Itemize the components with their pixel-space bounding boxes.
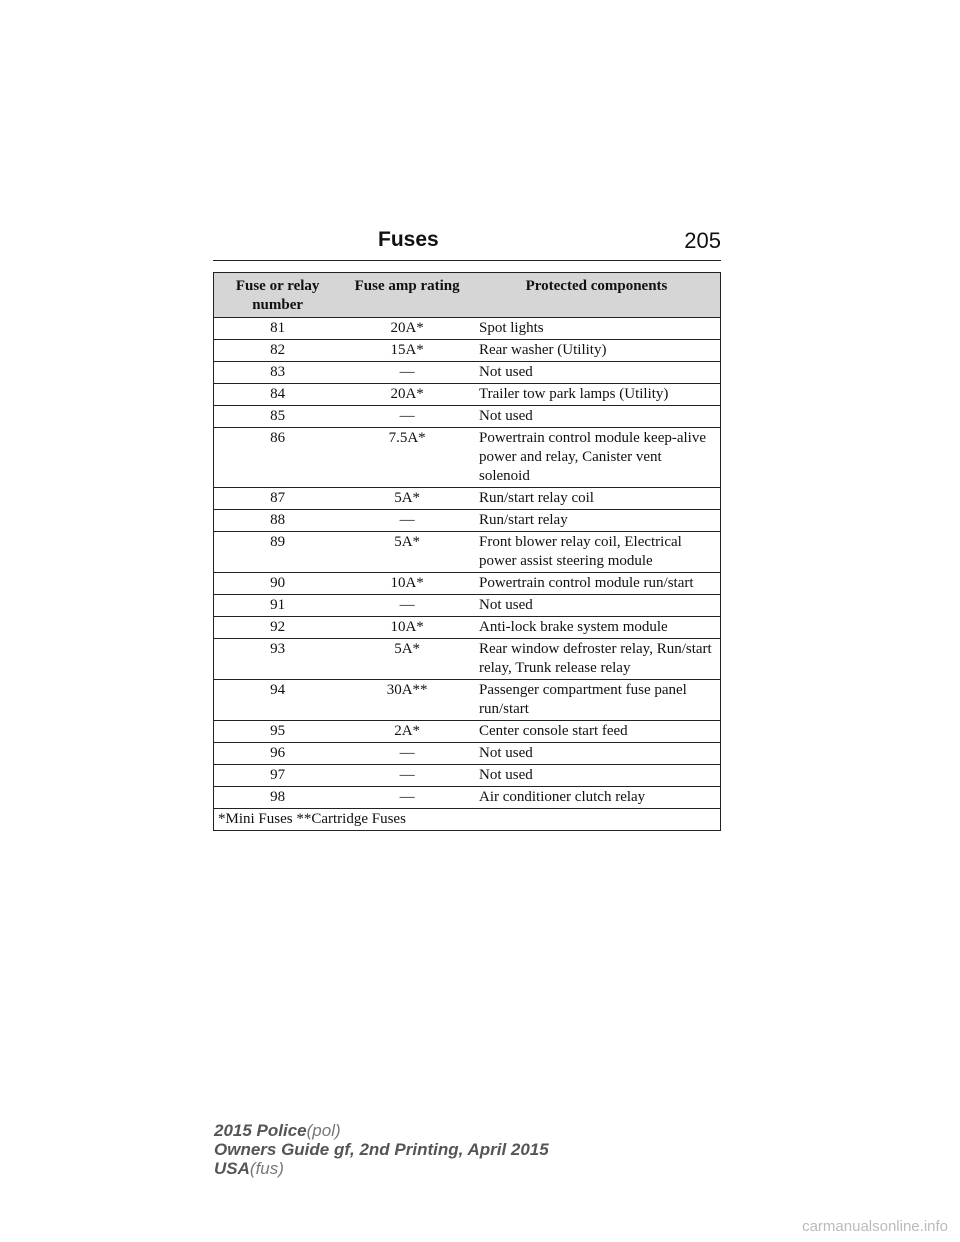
amp-rating-cell: — — [341, 510, 473, 532]
components-cell: Powertrain control module keep-alive power and relay, Canister vent solenoid — [473, 428, 721, 488]
amp-rating-cell: 20A* — [341, 384, 473, 406]
site-watermark: carmanualsonline.info — [802, 1218, 948, 1235]
table-row — [214, 510, 721, 532]
table-row — [214, 362, 721, 384]
table-row — [214, 532, 721, 573]
fuse-number-cell: 89 — [214, 532, 342, 573]
table-row — [214, 743, 721, 765]
table-row — [214, 488, 721, 510]
table-row — [214, 428, 721, 488]
components-cell: Center console start feed — [473, 721, 721, 743]
amp-rating-cell: 5A* — [341, 639, 473, 680]
fuse-number-cell: 90 — [214, 573, 342, 595]
document-footer — [214, 1121, 549, 1178]
fuse-number-cell: 96 — [214, 743, 342, 765]
footer-model: 2015 Police — [214, 1121, 307, 1140]
table-row — [214, 318, 721, 340]
components-cell: Run/start relay — [473, 510, 721, 532]
amp-rating-cell: 10A* — [341, 573, 473, 595]
footnote-row — [214, 809, 721, 831]
fuse-number-cell: 81 — [214, 318, 342, 340]
components-cell: Trailer tow park lamps (Utility) — [473, 384, 721, 406]
table-row — [214, 639, 721, 680]
table-row — [214, 406, 721, 428]
table-row — [214, 595, 721, 617]
components-cell: Not used — [473, 595, 721, 617]
fuse-number-cell: 82 — [214, 340, 342, 362]
amp-rating-cell: — — [341, 362, 473, 384]
table-row — [214, 787, 721, 809]
footer-market: USA — [214, 1159, 250, 1178]
table-row — [214, 721, 721, 743]
amp-rating-cell: — — [341, 765, 473, 787]
amp-rating-cell: 7.5A* — [341, 428, 473, 488]
fuse-number-cell: 97 — [214, 765, 342, 787]
amp-rating-cell: — — [341, 406, 473, 428]
page-number: 205 — [684, 228, 721, 253]
components-cell: Not used — [473, 406, 721, 428]
components-cell: Front blower relay coil, Electrical power assist steering module — [473, 532, 721, 573]
fuse-number-cell: 93 — [214, 639, 342, 680]
col-header-amp: Fuse amp rating — [341, 273, 473, 318]
fuse-number-cell: 94 — [214, 680, 342, 721]
table-row — [214, 680, 721, 721]
fuse-number-cell: 85 — [214, 406, 342, 428]
section-title: Fuses — [378, 228, 439, 251]
fuse-number-cell: 91 — [214, 595, 342, 617]
amp-rating-cell: 5A* — [341, 532, 473, 573]
components-cell: Rear window defroster relay, Run/start relay, Trunk release relay — [473, 639, 721, 680]
table-row — [214, 340, 721, 362]
fuse-number-cell: 83 — [214, 362, 342, 384]
page-header — [213, 228, 721, 261]
components-cell: Powertrain control module run/start — [473, 573, 721, 595]
components-cell: Passenger compartment fuse panel run/start — [473, 680, 721, 721]
components-cell: Not used — [473, 743, 721, 765]
components-cell: Air conditioner clutch relay — [473, 787, 721, 809]
components-cell: Spot lights — [473, 318, 721, 340]
amp-rating-cell: — — [341, 595, 473, 617]
footer-guide-info: Owners Guide gf, 2nd Printing, April 2015 — [214, 1140, 549, 1159]
fuse-number-cell: 88 — [214, 510, 342, 532]
amp-rating-cell: — — [341, 743, 473, 765]
amp-rating-cell: 20A* — [341, 318, 473, 340]
table-row — [214, 765, 721, 787]
col-header-components: Protected components — [473, 273, 721, 318]
table-row — [214, 573, 721, 595]
fuse-number-cell: 95 — [214, 721, 342, 743]
table-body — [214, 318, 721, 809]
footer-market-code: (fus) — [249, 1159, 284, 1178]
amp-rating-cell: 2A* — [341, 721, 473, 743]
components-cell: Rear washer (Utility) — [473, 340, 721, 362]
table-row — [214, 617, 721, 639]
table-header-row — [214, 273, 721, 318]
components-cell: Run/start relay coil — [473, 488, 721, 510]
amp-rating-cell: — — [341, 787, 473, 809]
fuse-number-cell: 92 — [214, 617, 342, 639]
components-cell: Not used — [473, 765, 721, 787]
components-cell: Not used — [473, 362, 721, 384]
footer-model-code: (pol) — [306, 1121, 341, 1140]
fuse-number-cell: 84 — [214, 384, 342, 406]
table-footnote: *Mini Fuses **Cartridge Fuses — [214, 809, 721, 831]
fuse-number-cell: 86 — [214, 428, 342, 488]
amp-rating-cell: 30A** — [341, 680, 473, 721]
amp-rating-cell: 5A* — [341, 488, 473, 510]
fuse-number-cell: 87 — [214, 488, 342, 510]
fuse-number-cell: 98 — [214, 787, 342, 809]
table-row — [214, 384, 721, 406]
col-header-number: Fuse or relay number — [214, 273, 342, 318]
amp-rating-cell: 15A* — [341, 340, 473, 362]
components-cell: Anti-lock brake system module — [473, 617, 721, 639]
amp-rating-cell: 10A* — [341, 617, 473, 639]
fuse-table — [213, 272, 721, 831]
